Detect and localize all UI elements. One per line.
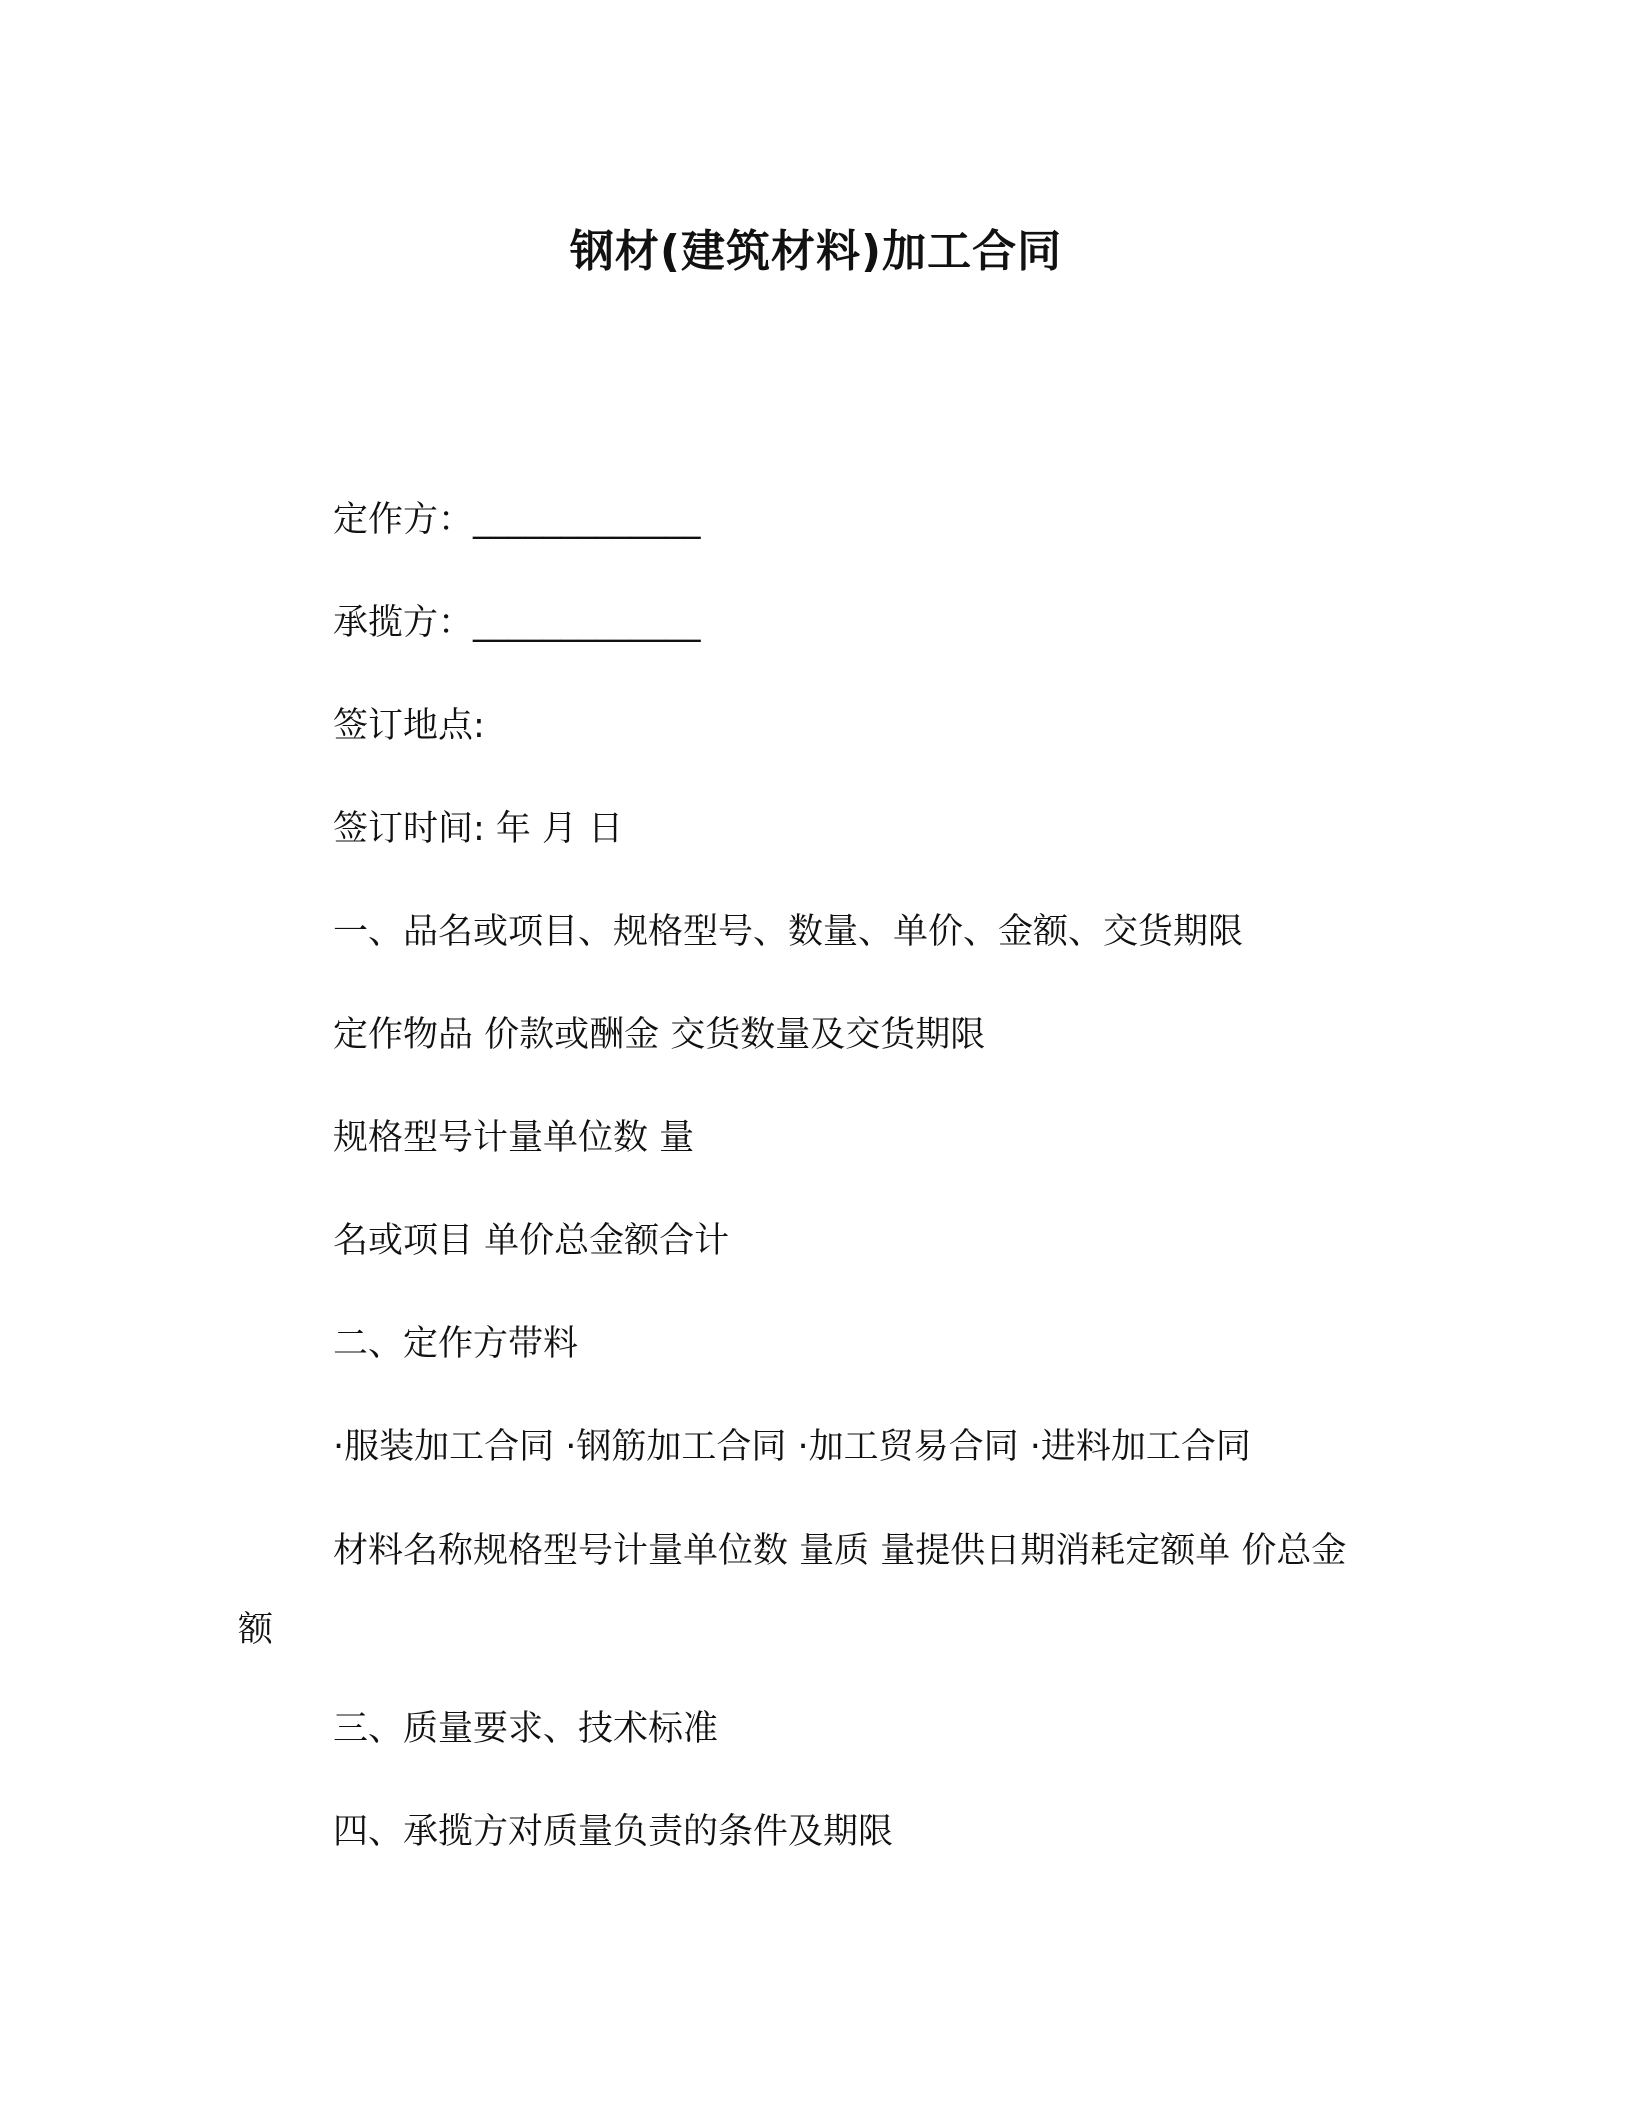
party-ordering-line: 定作方：_____________ — [333, 500, 701, 540]
section-2-heading: 二、定作方带料 — [333, 1324, 579, 1364]
party-contractor-line: 承揽方：_____________ — [333, 603, 701, 643]
materials-table-header-paragraph: 材料名称规格型号计量单位数 量质 量提供日期消耗定额单 价总金额 — [238, 1531, 1347, 1650]
table-header-row-3: 名或项目 单价总金额合计 — [333, 1221, 730, 1261]
document-title: 钢材(建筑材料)加工合同 — [569, 226, 1063, 277]
related-contracts-line: ·服装加工合同 ·钢筋加工合同 ·加工贸易合同 ·进料加工合同 — [333, 1427, 1251, 1467]
section-4-heading: 四、承揽方对质量负责的条件及期限 — [333, 1812, 894, 1852]
signing-date-line: 签订时间: 年 月 日 — [333, 809, 624, 849]
section-3-heading: 三、质量要求、技术标准 — [333, 1709, 719, 1749]
table-header-row-2: 规格型号计量单位数 量 — [333, 1118, 695, 1158]
section-1-heading: 一、品名或项目、规格型号、数量、单价、金额、交货期限 — [333, 912, 1244, 952]
signing-place-line: 签订地点: — [333, 706, 485, 746]
table-header-row-1: 定作物品 价款或酬金 交货数量及交货期限 — [333, 1015, 986, 1055]
